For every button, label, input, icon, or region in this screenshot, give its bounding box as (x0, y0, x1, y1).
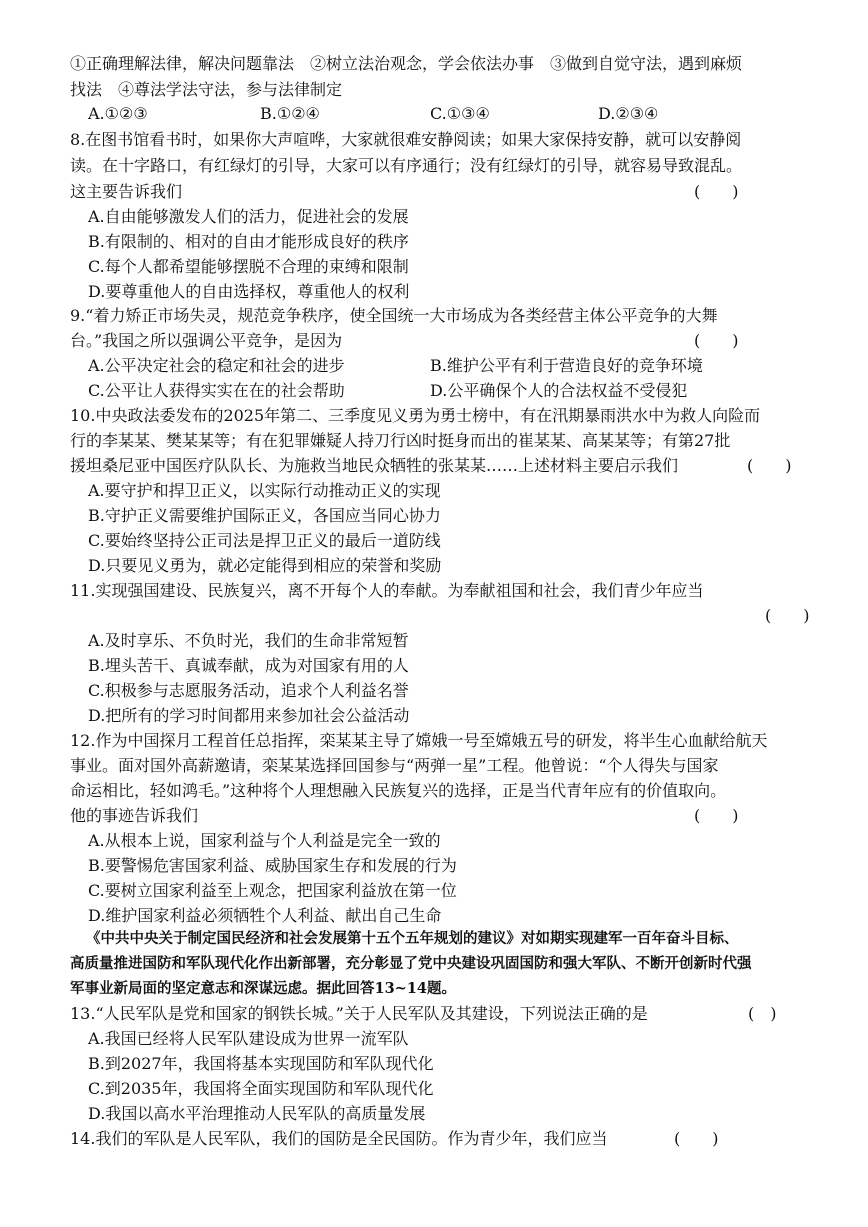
q8-option-a[interactable]: A.自由能够激发人们的活力，促进社会的发展 (88, 207, 409, 226)
material-line-2: 高质量推进国防和军队现代化作出新部署，充分彰显了党中央建设巩固国防和强大军队、不断开创新时代强 (70, 955, 752, 972)
q10-stem-line-2: 行的李某某、樊某某等；有在犯罪嫌疑人持刀行凶时挺身而出的崔某某、高某某等；有第27批 (70, 431, 731, 450)
q9-stem-line-2: 台。”我国之所以强调公平竞争，是因为 (70, 331, 343, 350)
q8-option-d[interactable]: D.要尊重他人的自由选择权，尊重他人的权利 (88, 282, 410, 301)
q8-stem-line-2: 读。在十字路口，有红绿灯的引导，大家可以有序通行；没有红绿灯的引导，就容易导致混乱。 (70, 156, 743, 175)
q12-option-d[interactable]: D.维护国家利益必须牺牲个人利益、献出自己生命 (88, 906, 442, 925)
q12-stem-line-3: 命运相比，轻如鸿毛。”这种将个人理想融入民族复兴的选择，正是当代青年应有的价值取向。 (70, 781, 727, 800)
q8-option-b[interactable]: B.有限制的、相对的自由才能形成良好的秩序 (88, 232, 409, 251)
q7-option-c[interactable]: C.①③④ (430, 104, 490, 123)
q12-stem-line-1: 12.作为中国探月工程首任总指挥，栾某某主导了嫦娥一号至嫦娥五号的研发，将半生心血献给航天 (70, 731, 768, 750)
q7-option-a[interactable]: A.①②③ (88, 104, 148, 123)
q12-option-c[interactable]: C.要树立国家利益至上观念，把国家利益放在第一位 (88, 881, 457, 900)
q9-option-a[interactable]: A.公平决定社会的稳定和社会的进步 (88, 356, 345, 375)
q12-option-a[interactable]: A.从根本上说，国家利益与个人利益是完全一致的 (88, 831, 441, 850)
q9-stem-line-1: 9.“着力矫正市场失灵，规范竞争秩序，使全国统一大市场成为各类经营主体公平竞争的大舞 (70, 306, 718, 325)
q10-stem-line-1: 10.中央政法委发布的2025年第二、三季度见义勇为勇士榜中，有在汛期暴雨洪水中为救人向险而 (70, 406, 761, 425)
q11-option-b[interactable]: B.埋头苦干、真诚奉献，成为对国家有用的人 (88, 656, 409, 675)
q9-answer-blank[interactable]: ( ) (694, 331, 739, 350)
q11-answer-blank[interactable]: ( ) (765, 606, 810, 625)
q10-stem-line-3: 援坦桑尼亚中国医疗队队长、为施救当地民众牺牲的张某某……上述材料主要启示我们 (70, 456, 679, 475)
q7-option-b[interactable]: B.①②④ (260, 104, 320, 123)
q9-option-d[interactable]: D.公平确保个人的合法权益不受侵犯 (430, 381, 688, 400)
material-line-1: 《中共中央关于制定国民经济和社会发展第十五个五年规划的建议》对如期实现建军一百年奋斗目标、 (86, 930, 739, 947)
q12-option-b[interactable]: B.要警惕危害国家利益、威胁国家生存和发展的行为 (88, 856, 457, 875)
q10-option-a[interactable]: A.要守护和捍卫正义，以实际行动推动正义的实现 (88, 481, 441, 500)
q8-option-c[interactable]: C.每个人都希望能够摆脱不合理的束缚和限制 (88, 257, 409, 276)
q13-option-b[interactable]: B.到2027年，我国将基本实现国防和军队现代化 (88, 1054, 434, 1073)
q8-stem-line-3: 这主要告诉我们 (70, 182, 183, 201)
q14-answer-blank[interactable]: ( ) (674, 1129, 719, 1148)
q13-option-c[interactable]: C.到2035年，我国将全面实现国防和军队现代化 (88, 1079, 434, 1098)
q10-option-d[interactable]: D.只要见义勇为，就必定能得到相应的荣誉和奖励 (88, 556, 442, 575)
q7-option-d[interactable]: D.②③④ (598, 104, 659, 123)
q10-option-b[interactable]: B.守护正义需要维护国际正义，各国应当同心协力 (88, 506, 441, 525)
q12-stem-line-2: 事业。面对国外高薪邀请，栾某某选择回国参与“两弹一星”工程。他曾说：“个人得失与国家 (70, 756, 719, 775)
q13-option-a[interactable]: A.我国已经将人民军队建设成为世界一流军队 (88, 1029, 409, 1048)
q11-option-d[interactable]: D.把所有的学习时间都用来参加社会公益活动 (88, 706, 410, 725)
q8-answer-blank[interactable]: ( ) (694, 182, 739, 201)
q7-option-statements-line-2: 找法 ④尊法学法守法，参与法律制定 (70, 80, 343, 99)
q13-option-d[interactable]: D.我国以高水平治理推动人民军队的高质量发展 (88, 1104, 426, 1123)
q10-answer-blank[interactable]: ( ) (747, 456, 792, 475)
q11-stem-line-1: 11.实现强国建设、民族复兴，离不开每个人的奉献。为奉献祖国和社会，我们青少年应当 (70, 581, 704, 600)
q9-option-c[interactable]: C.公平让人获得实实在在的社会帮助 (88, 381, 345, 400)
q7-option-statements-line-1: ①正确理解法律，解决问题靠法 ②树立法治观念，学会依法办事 ③做到自觉守法，遇到麻烦 (70, 54, 743, 73)
q9-option-b[interactable]: B.维护公平有利于营造良好的竞争环境 (430, 356, 703, 375)
q11-option-a[interactable]: A.及时享乐、不负时光，我们的生命非常短暂 (88, 631, 409, 650)
q8-stem-line-1: 8.在图书馆看书时，如果你大声喧哗，大家就很难安静阅读；如果大家保持安静，就可以安静阅 (70, 130, 742, 149)
q14-stem-line-1: 14.我们的军队是人民军队，我们的国防是全民国防。作为青少年，我们应当 (70, 1129, 608, 1148)
material-line-3: 军事业新局面的坚定意志和深谋远虑。据此回答13~14题。 (70, 980, 457, 997)
q13-answer-blank[interactable]: ( ) (748, 1004, 777, 1023)
q12-stem-line-4: 他的事迹告诉我们 (70, 806, 199, 825)
q11-option-c[interactable]: C.积极参与志愿服务活动，追求个人利益名誉 (88, 681, 409, 700)
q13-stem-line-1: 13.“人民军队是党和国家的钢铁长城。”关于人民军队及其建设，下列说法正确的是 (70, 1004, 648, 1023)
q10-option-c[interactable]: C.要始终坚持公正司法是捍卫正义的最后一道防线 (88, 531, 441, 550)
q12-answer-blank[interactable]: ( ) (694, 806, 739, 825)
